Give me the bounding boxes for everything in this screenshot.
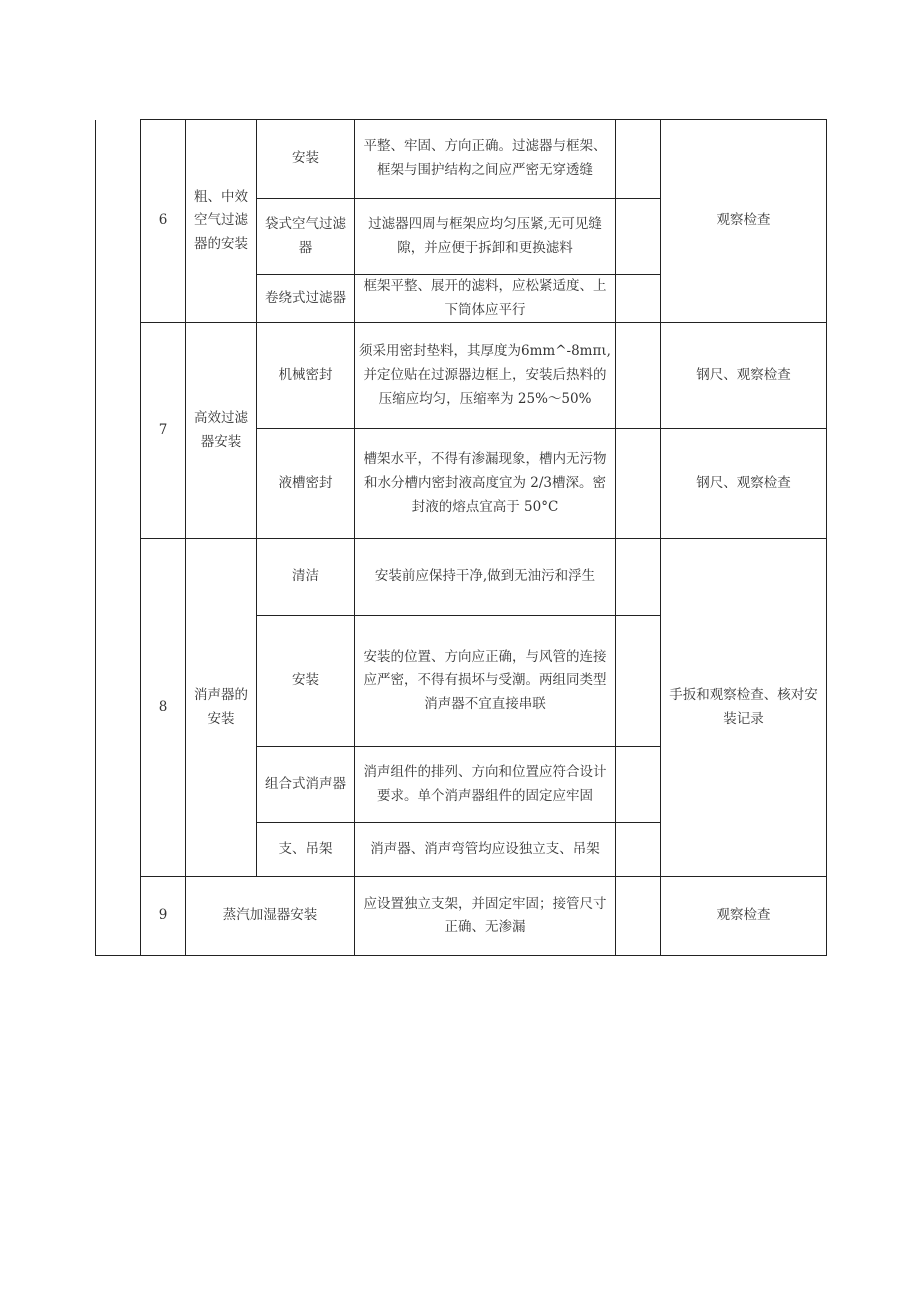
table-row xyxy=(96,877,827,956)
blank-cell xyxy=(616,539,661,616)
blank-cell xyxy=(616,877,661,956)
method-cell: 钢尺、观察检查 xyxy=(661,429,827,539)
left-margin-cell xyxy=(96,120,141,956)
sub-item-cell: 组合式消声器 xyxy=(257,747,355,823)
requirement-cell: 平整、牢固、方向正确。过滤器与框架、框架与围护结构之间应严密无穿透缝 xyxy=(355,120,616,199)
project-cell: 蒸汽加湿器安装 xyxy=(186,877,355,956)
sub-item-cell: 卷绕式过滤器 xyxy=(257,275,355,323)
requirement-cell: 安装前应保持干净,做到无油污和浮生 xyxy=(355,539,616,616)
sub-item-cell: 清洁 xyxy=(257,539,355,616)
table-row xyxy=(96,539,827,616)
project-cell: 高效过滤器安装 xyxy=(186,323,257,539)
blank-cell xyxy=(616,275,661,323)
inspection-table xyxy=(95,119,827,956)
method-cell: 观察检查 xyxy=(661,120,827,323)
project-cell: 消声器的安装 xyxy=(186,539,257,877)
requirement-cell: 槽架水平，不得有渗漏现象，槽内无污物和水分槽内密封液高度宜为 2/3槽深。密封液的熔点宜高于 50°C xyxy=(355,429,616,539)
sub-item-cell: 安装 xyxy=(257,616,355,747)
requirement-cell: 安装的位置、方向应正确，与风管的连接应严密，不得有损坏与受潮。两组同类型消声器不宜直接串联 xyxy=(355,616,616,747)
requirement-cell: 框架平整、展开的滤料，应松紧适度、上下筒体应平行 xyxy=(355,275,616,323)
sub-item-cell: 支、吊架 xyxy=(257,823,355,877)
requirement-cell: 须采用密封垫料，其厚度为6mm^-8mπι,并定位贴在过源器边框上，安装后热料的压缩应均匀，压缩率为 25%～50% xyxy=(355,323,616,429)
method-cell: 手扳和观察检查、核对安装记录 xyxy=(661,539,827,877)
blank-cell xyxy=(616,199,661,275)
sub-item-cell: 安装 xyxy=(257,120,355,199)
row-number: 6 xyxy=(141,120,186,323)
row-number: 7 xyxy=(141,323,186,539)
requirement-cell: 过滤器四周与框架应均匀压紧,无可见缝隙，并应便于拆卸和更换滤料 xyxy=(355,199,616,275)
sub-item-cell: 袋式空气过滤器 xyxy=(257,199,355,275)
blank-cell xyxy=(616,429,661,539)
blank-cell xyxy=(616,823,661,877)
requirement-cell: 消声器、消声弯管均应设独立支、吊架 xyxy=(355,823,616,877)
blank-cell xyxy=(616,616,661,747)
table-row xyxy=(96,120,827,199)
sub-item-cell: 液槽密封 xyxy=(257,429,355,539)
project-cell: 粗、中效空气过滤器的安装 xyxy=(186,120,257,323)
method-cell: 钢尺、观察检查 xyxy=(661,323,827,429)
requirement-cell: 应设置独立支架，并固定牢固；接管尺寸正确、无渗漏 xyxy=(355,877,616,956)
blank-cell xyxy=(616,747,661,823)
row-number: 9 xyxy=(141,877,186,956)
sub-item-cell: 机械密封 xyxy=(257,323,355,429)
table-row xyxy=(96,323,827,429)
row-number: 8 xyxy=(141,539,186,877)
method-cell: 观察检查 xyxy=(661,877,827,956)
blank-cell xyxy=(616,120,661,199)
requirement-cell: 消声组件的排列、方向和位置应符合设计要求。单个消声器组件的固定应牢固 xyxy=(355,747,616,823)
blank-cell xyxy=(616,323,661,429)
